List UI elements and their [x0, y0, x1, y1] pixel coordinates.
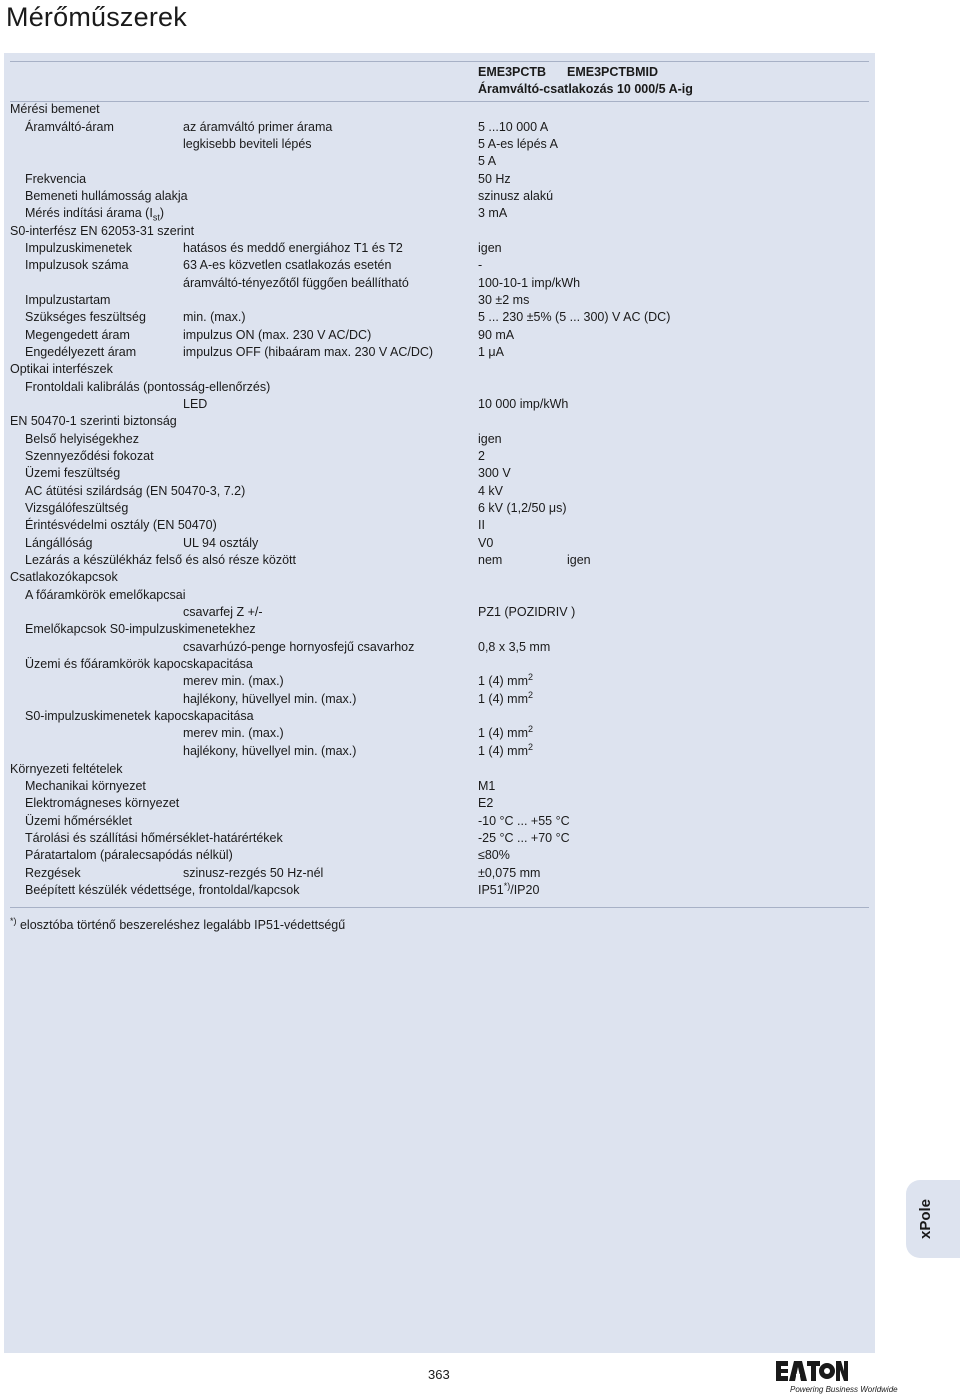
param-value-main: 1 (4) mm	[478, 744, 528, 758]
table-row	[0, 847, 875, 864]
param-condition: hatásos és meddő energiához T1 és T2	[183, 241, 403, 255]
param-condition: legkisebb beviteli lépés	[183, 137, 312, 151]
param-condition: áramváltó-tényezőtől függően beállítható	[183, 276, 409, 290]
param-value: 5 ...10 000 A	[478, 120, 549, 134]
param-value: 2	[478, 449, 485, 463]
table-row	[0, 656, 875, 673]
param-condition: 63 A-es közvetlen csatlakozás esetén	[183, 258, 392, 272]
param-label: Áramváltó-áram	[25, 120, 114, 134]
param-value: ±0,075 mm	[478, 866, 541, 880]
table-row	[0, 292, 875, 309]
table-row	[0, 379, 875, 396]
model-header	[478, 65, 658, 79]
param-label: S0-impulzuskimenetek kapocskapacitása	[25, 709, 254, 723]
param-label: Beépített készülék védettsége, frontoldal/kapcsok	[25, 883, 300, 897]
table-row	[0, 396, 875, 413]
param-label: Rezgések	[25, 866, 81, 880]
table-row	[0, 639, 875, 656]
table-row	[0, 778, 875, 795]
param-label: Tárolási és szállítási hőmérséklet-határértékek	[25, 831, 283, 845]
param-value-main: 1 (4) mm	[478, 726, 528, 740]
param-value: V0	[478, 536, 494, 550]
param-label: Frontoldali kalibrálás (pontosság-ellenőrzés)	[25, 380, 271, 394]
param-label: Impulzuskimenetek	[25, 241, 132, 255]
param-value-main: 1 (4) mm	[478, 674, 528, 688]
param-value: 5 A	[478, 154, 497, 168]
param-value: II	[478, 518, 485, 532]
param-label: Lángállóság	[25, 536, 93, 550]
table-row	[0, 725, 875, 742]
param-label: Szennyeződési fokozat	[25, 449, 154, 463]
param-condition: UL 94 osztály	[183, 536, 259, 550]
param-value-2: igen	[567, 553, 591, 567]
param-condition: impulzus ON (max. 230 V AC/DC)	[183, 328, 372, 342]
param-value-sup: 2	[528, 671, 534, 682]
table-top-rule	[10, 61, 869, 62]
param-value-sup: 2	[528, 723, 534, 734]
table-row	[0, 448, 875, 465]
param-condition: LED	[183, 397, 208, 411]
table-row	[0, 257, 875, 274]
xpole-tab-label: xPole	[917, 1198, 934, 1240]
param-value-main: IP51	[478, 883, 504, 897]
param-label: Páratartalom (páralecsapódás nélkül)	[25, 848, 233, 862]
footnote-mark: *)	[10, 915, 17, 926]
page-number: 363	[428, 1367, 450, 1382]
table-row	[0, 136, 875, 153]
section-label: EN 50470-1 szerinti biztonság	[10, 414, 177, 428]
table-row	[0, 882, 875, 899]
param-value-suffix: /IP20	[510, 883, 540, 897]
param-value: szinusz alakú	[478, 189, 554, 203]
section-row	[0, 223, 875, 240]
param-label: Elektromágneses környezet	[25, 796, 180, 810]
param-label	[25, 205, 164, 222]
param-value: igen	[478, 432, 502, 446]
table-row	[0, 830, 875, 847]
param-condition: szinusz-rezgés 50 Hz-nél	[183, 866, 324, 880]
param-label-close: )	[159, 206, 165, 220]
model-1-label: EME3PCTB	[478, 65, 547, 79]
param-label: Szükséges feszültség	[25, 310, 146, 324]
section-label: Optikai interfészek	[10, 362, 113, 376]
table-row	[0, 171, 875, 188]
param-value: 4 kV	[478, 484, 504, 498]
param-value: nem	[478, 553, 503, 567]
table-row	[0, 483, 875, 500]
param-value: 6 kV (1,2/50 μs)	[478, 501, 567, 515]
param-value-sup: 2	[528, 689, 534, 700]
model-subtitle: Áramváltó-csatlakozás 10 000/5 A-ig	[478, 82, 693, 96]
param-condition: csavarhúzó-penge hornyosfejű csavarhoz	[183, 640, 415, 654]
param-value: 90 mA	[478, 328, 515, 342]
section-row	[0, 413, 875, 430]
param-label: Üzemi feszültség	[25, 466, 121, 480]
param-value	[478, 691, 533, 708]
param-value: 50 Hz	[478, 172, 511, 186]
table-row	[0, 517, 875, 534]
table-row	[0, 344, 875, 361]
param-value-sup: *)	[503, 880, 511, 891]
param-value: E2	[478, 796, 494, 810]
param-label: A főáramkörök emelőkapcsai	[25, 588, 186, 602]
param-value: ≤80%	[478, 848, 510, 862]
table-row	[0, 465, 875, 482]
section-label: S0-interfész EN 62053-31 szerint	[10, 224, 195, 238]
param-value: -10 °C ... +55 °C	[478, 814, 570, 828]
table-row	[0, 535, 875, 552]
table-row	[0, 327, 875, 344]
param-value: 3 mA	[478, 206, 508, 220]
section-label: Környezeti feltételek	[10, 762, 123, 776]
xpole-side-tab	[906, 1180, 960, 1258]
param-label: Belső helyiségekhez	[25, 432, 139, 446]
table-row	[0, 153, 875, 170]
table-row	[0, 431, 875, 448]
table-row	[0, 708, 875, 725]
section-row	[0, 569, 875, 586]
param-value: 30 ±2 ms	[478, 293, 530, 307]
table-row	[0, 604, 875, 621]
table-row	[0, 552, 875, 569]
param-value	[478, 725, 533, 742]
param-label: Üzemi hőmérséklet	[25, 814, 132, 828]
param-label: Mechanikai környezet	[25, 779, 146, 793]
param-value: M1	[478, 779, 496, 793]
param-condition: hajlékony, hüvellyel min. (max.)	[183, 744, 357, 758]
param-label: Érintésvédelmi osztály (EN 50470)	[25, 518, 217, 532]
param-value	[478, 743, 533, 760]
table-row	[0, 743, 875, 760]
param-label: Engedélyezett áram	[25, 345, 137, 359]
param-value: 1 μA	[478, 345, 504, 359]
table-row	[0, 813, 875, 830]
param-label: Bemeneti hullámosság alakja	[25, 189, 188, 203]
param-condition: csavarfej Z +/-	[183, 605, 263, 619]
table-row	[0, 188, 875, 205]
param-condition: min. (max.)	[183, 310, 246, 324]
footnote-text: elosztóba történő beszereléshez legalább IP51-védettségű	[16, 918, 346, 932]
param-label: Üzemi és főáramkörök kapocskapacitása	[25, 657, 253, 671]
table-row	[0, 309, 875, 326]
table-row	[0, 691, 875, 708]
param-value: 5 A-es lépés A	[478, 137, 558, 151]
table-row	[0, 500, 875, 517]
param-value	[478, 882, 539, 899]
param-condition: impulzus OFF (hibaáram max. 230 V AC/DC)	[183, 345, 434, 359]
model-2-label: EME3PCTBMID	[567, 65, 658, 79]
param-value-main: 1 (4) mm	[478, 692, 528, 706]
param-value: 300 V	[478, 466, 511, 480]
param-label: AC átütési szilárdság (EN 50470-3, 7.2)	[25, 484, 246, 498]
brand-tagline: Powering Business Worldwide	[790, 1385, 898, 1394]
param-value: igen	[478, 241, 502, 255]
param-label-main: Mérés indítási árama (I	[25, 206, 153, 220]
table-row	[0, 275, 875, 292]
table-row	[0, 865, 875, 882]
param-value: -25 °C ... +70 °C	[478, 831, 570, 845]
table-row	[0, 587, 875, 604]
param-condition: merev min. (max.)	[183, 674, 284, 688]
eaton-wordmark-icon	[776, 1361, 848, 1381]
param-value	[478, 673, 533, 690]
param-label: Impulzustartam	[25, 293, 111, 307]
table-row	[0, 240, 875, 257]
param-condition: az áramváltó primer árama	[183, 120, 333, 134]
section-row	[0, 101, 875, 118]
param-value: 10 000 imp/kWh	[478, 397, 569, 411]
section-row	[0, 761, 875, 778]
section-label: Mérési bemenet	[10, 102, 100, 116]
footnote	[10, 915, 346, 932]
table-row	[0, 205, 875, 222]
section-label: Csatlakozókapcsok	[10, 570, 118, 584]
param-label: Frekvencia	[25, 172, 87, 186]
param-condition: merev min. (max.)	[183, 726, 284, 740]
param-value: -	[478, 258, 483, 272]
param-condition: hajlékony, hüvellyel min. (max.)	[183, 692, 357, 706]
param-value: 5 ... 230 ±5% (5 ... 300) V AC (DC)	[478, 310, 671, 324]
param-label: Megengedett áram	[25, 328, 130, 342]
section-row	[0, 361, 875, 378]
table-row	[0, 621, 875, 638]
table-row	[0, 119, 875, 136]
page-title: Mérőműszerek	[6, 2, 187, 32]
param-value-sup: 2	[528, 741, 534, 752]
param-label: Emelőkapcsok S0-impulzuskimenetekhez	[25, 622, 256, 636]
param-label: Lezárás a készülékház felső és alsó része között	[25, 553, 296, 567]
param-label: Impulzusok száma	[25, 258, 129, 272]
param-value: PZ1 (POZIDRIV )	[478, 605, 576, 619]
table-row	[0, 673, 875, 690]
table-bottom-rule	[10, 907, 869, 908]
eaton-logo	[776, 1361, 898, 1399]
param-value: 0,8 x 3,5 mm	[478, 640, 551, 654]
table-row	[0, 795, 875, 812]
param-value: 100-10-1 imp/kWh	[478, 276, 581, 290]
param-label: Vizsgálófeszültség	[25, 501, 129, 515]
param-label-subscript: st	[152, 212, 160, 223]
